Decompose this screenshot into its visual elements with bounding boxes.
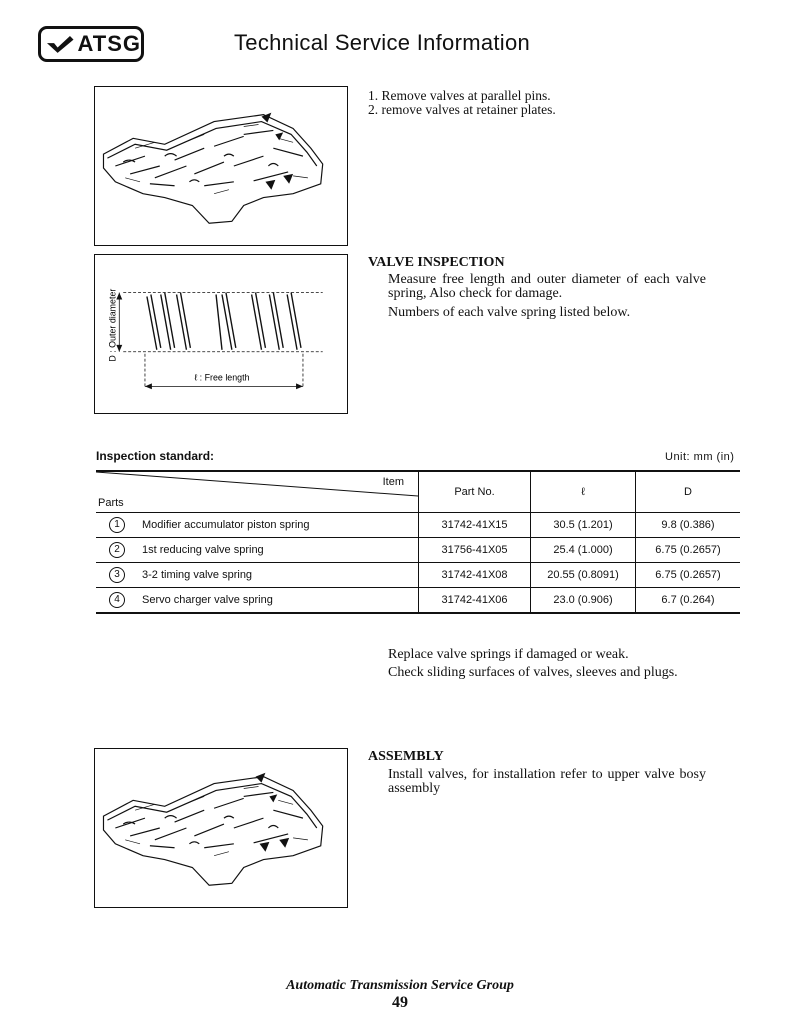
check-surfaces-note: Check sliding surfaces of valves, sleeves and plugs. [388, 665, 678, 680]
row-number-badge: 4 [109, 592, 125, 608]
diameter-header: D [636, 471, 741, 513]
diameter-value: 6.75 (0.2657) [636, 563, 741, 588]
row-number-badge: 1 [109, 517, 125, 533]
step-2: 2. remove valves at retainer plates. [368, 102, 556, 117]
item-header-label: Item [382, 476, 404, 488]
removal-steps [368, 89, 556, 117]
valve-inspection-heading: VALVE INSPECTION [368, 255, 505, 270]
footer-title: Automatic Transmission Service Group [286, 978, 514, 993]
free-length-value: 30.5 (1.201) [531, 513, 636, 538]
table-row [96, 538, 740, 563]
logo-text: ATSG [77, 31, 141, 56]
parts-header-label: Parts [98, 497, 124, 509]
table-header-row [96, 471, 740, 513]
inspection-unit: Unit: mm (in) [665, 451, 735, 463]
item-parts-header [96, 471, 419, 513]
valve-inspection-text: Measure free length and outer diameter of each valve spring, Also check for damage. [388, 272, 706, 301]
row-number-badge: 3 [109, 567, 125, 583]
assembly-heading: ASSEMBLY [368, 749, 444, 764]
atsg-logo [38, 26, 144, 62]
part-number: 31742-41X08 [419, 563, 531, 588]
diameter-value: 6.7 (0.264) [636, 588, 741, 614]
valve-body-illustration-top [94, 86, 348, 246]
outer-diameter-label: D : Outer diameter [107, 288, 118, 362]
part-number: 31742-41X15 [419, 513, 531, 538]
part-no-header: Part No. [419, 471, 531, 513]
part-name: 3-2 timing valve spring [138, 563, 419, 588]
free-length-value: 23.0 (0.906) [531, 588, 636, 614]
checkmark-logo-icon [47, 33, 74, 55]
step-1: 1. Remove valves at parallel pins. [368, 88, 551, 103]
free-length-value: 20.55 (0.8091) [531, 563, 636, 588]
table-row [96, 563, 740, 588]
diameter-value: 9.8 (0.386) [636, 513, 741, 538]
diameter-value: 6.75 (0.2657) [636, 538, 741, 563]
spring-measurement-diagram [94, 254, 348, 414]
assembly-text: Install valves, for installation refer to upper valve bosy assembly [388, 767, 706, 796]
part-name: Servo charger valve spring [138, 588, 419, 614]
free-length-value: 25.4 (1.000) [531, 538, 636, 563]
free-length-header: ℓ [531, 471, 636, 513]
valve-body-illustration-bottom [94, 748, 348, 908]
inspection-standard-title: Inspection standard: [96, 449, 215, 463]
part-number: 31756-41X05 [419, 538, 531, 563]
page-number: 49 [392, 994, 408, 1011]
part-name: Modifier accumulator piston spring [138, 513, 419, 538]
part-name: 1st reducing valve spring [138, 538, 419, 563]
part-number: 31742-41X06 [419, 588, 531, 614]
table-row [96, 588, 740, 614]
inspection-standard-table [96, 470, 740, 614]
table-row [96, 513, 740, 538]
page-title: Technical Service Information [234, 30, 531, 55]
free-length-label: ℓ : Free length [194, 372, 250, 383]
replace-springs-note: Replace valve springs if damaged or weak. [388, 647, 629, 662]
row-number-badge: 2 [109, 542, 125, 558]
valve-spring-list-note: Numbers of each valve spring listed below. [388, 305, 631, 320]
